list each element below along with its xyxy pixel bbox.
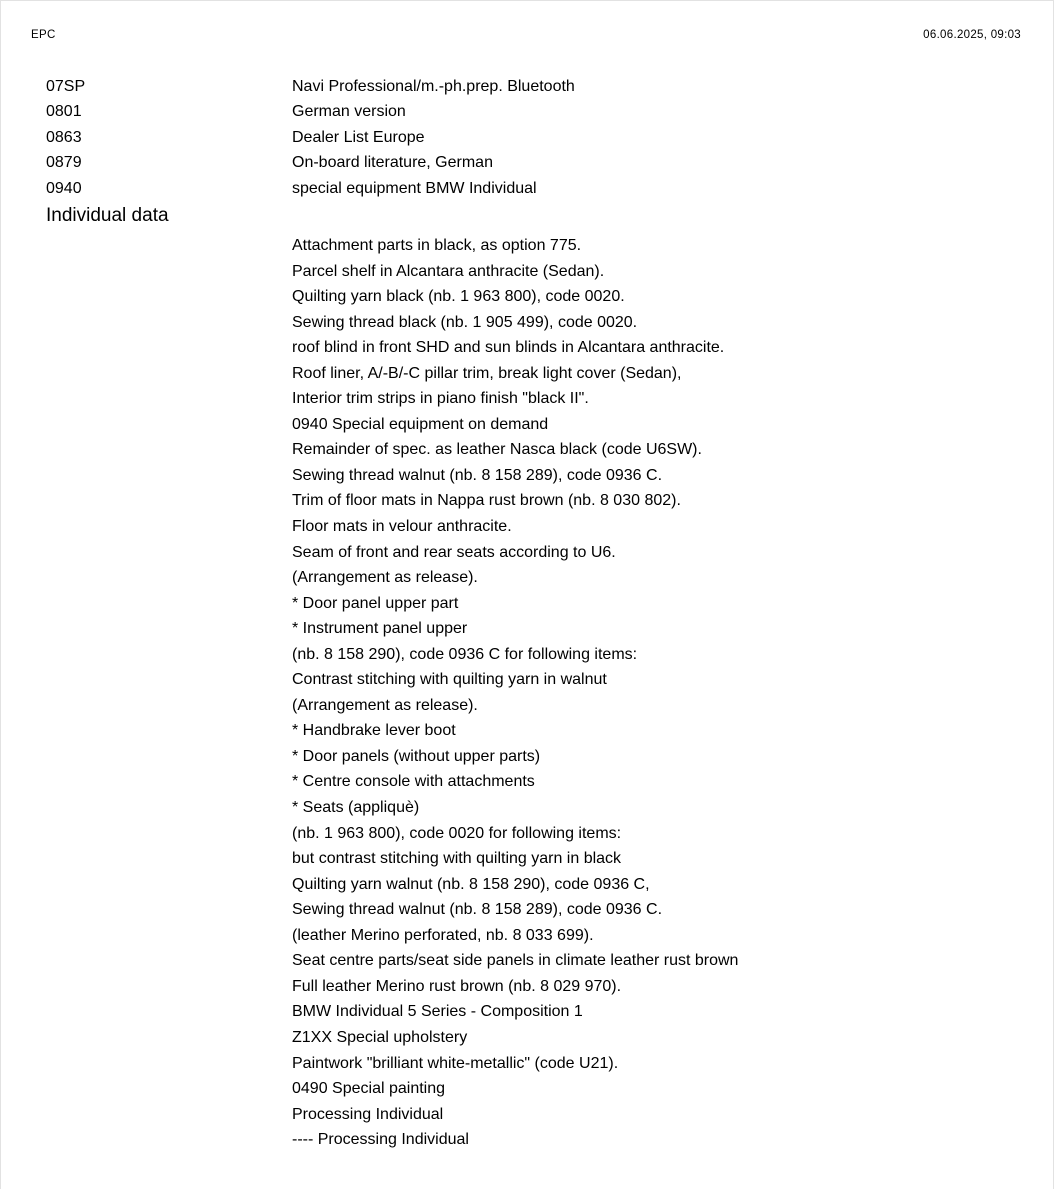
individual-data-line: Floor mats in velour anthracite. (292, 518, 512, 536)
individual-data-line: * Instrument panel upper (292, 620, 468, 638)
individual-data-title: Individual data (46, 205, 169, 226)
individual-data-line: (leather Merino perforated, nb. 8 033 699). (292, 926, 594, 944)
individual-data-line: (Arrangement as release). (292, 569, 478, 587)
individual-data-line: 0490 Special painting (292, 1080, 446, 1098)
option-row (46, 125, 575, 151)
individual-data-lines (292, 235, 738, 1155)
option-code: 0879 (46, 154, 82, 172)
individual-data-line: * Centre console with attachments (292, 773, 535, 791)
option-code: 07SP (46, 77, 86, 95)
individual-data-line: Contrast stitching with quilting yarn in walnut (292, 671, 607, 689)
option-description: On-board literature, German (292, 154, 493, 172)
individual-data-line: * Door panels (without upper parts) (292, 747, 541, 765)
individual-data-line: Seam of front and rear seats according to U6. (292, 543, 616, 561)
individual-data-line: (nb. 8 158 290), code 0936 C for following items: (292, 645, 638, 663)
individual-data-line: Sewing thread walnut (nb. 8 158 289), code 0936 C. (292, 901, 663, 919)
individual-data-line: Attachment parts in black, as option 775. (292, 237, 582, 254)
individual-data-line: Interior trim strips in piano finish "black II". (292, 390, 589, 408)
individual-data-line: (Arrangement as release). (292, 696, 478, 714)
individual-data-line: Remainder of spec. as leather Nasca black (code U6SW). (292, 441, 702, 459)
individual-data-line: Quilting yarn walnut (nb. 8 158 290), code 0936 C, (292, 875, 650, 893)
individual-data-line: Quilting yarn black (nb. 1 963 800), code 0020. (292, 288, 625, 306)
option-code: 0863 (46, 128, 82, 146)
individual-data-line: BMW Individual 5 Series - Composition 1 (292, 1003, 583, 1021)
individual-data-line: Full leather Merino rust brown (nb. 8 029 970). (292, 977, 622, 995)
individual-data-line: (nb. 1 963 800), code 0020 for following items: (292, 824, 622, 842)
individual-data-line: * Handbrake lever boot (292, 722, 456, 740)
option-description: German version (292, 103, 406, 121)
option-description: Navi Professional/m.-ph.prep. Bluetooth (292, 77, 575, 95)
individual-data-line: but contrast stitching with quilting yarn in black (292, 850, 622, 868)
individual-data-line: Sewing thread walnut (nb. 8 158 289), code 0936 C. (292, 466, 663, 484)
app-label: EPC (31, 29, 56, 41)
option-code: 0940 (46, 179, 82, 197)
individual-data-line: * Door panel upper part (292, 594, 459, 612)
option-row (46, 151, 575, 177)
individual-data-line: Processing Individual (292, 1105, 444, 1123)
option-list (46, 74, 575, 202)
option-row (46, 100, 575, 126)
individual-data-line: Z1XX Special upholstery (292, 1028, 468, 1046)
individual-data-line: 0940 Special equipment on demand (292, 415, 549, 433)
individual-data-line: Sewing thread black (nb. 1 905 499), code 0020. (292, 313, 638, 331)
individual-data-line: * Seats (appliquè) (292, 799, 420, 817)
individual-data-line: Seat centre parts/seat side panels in climate leather rust brown (292, 952, 739, 970)
individual-data-line: Roof liner, A/-B/-C pillar trim, break light cover (Sedan), (292, 364, 682, 382)
individual-data-line: Parcel shelf in Alcantara anthracite (Sedan). (292, 262, 605, 280)
option-description: special equipment BMW Individual (292, 179, 537, 197)
option-row (46, 176, 575, 202)
print-datetime: 06.06.2025, 09:03 (923, 29, 1021, 41)
individual-data-line: Paintwork "brilliant white-metallic" (code U21). (292, 1054, 619, 1072)
individual-data-line: roof blind in front SHD and sun blinds in Alcantara anthracite. (292, 339, 725, 357)
option-row (46, 74, 575, 100)
option-code: 0801 (46, 103, 82, 121)
individual-data-line: Trim of floor mats in Nappa rust brown (nb. 8 030 802). (292, 492, 681, 510)
option-description: Dealer List Europe (292, 128, 425, 146)
individual-data-line: ---- Processing Individual (292, 1131, 469, 1149)
